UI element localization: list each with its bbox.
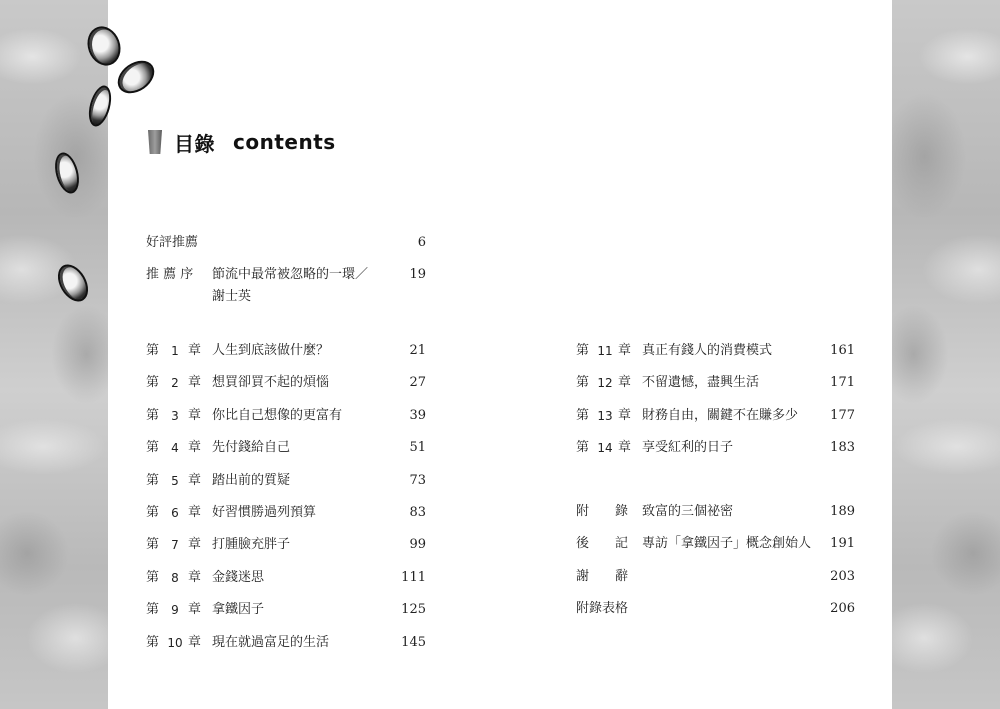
chapter-page: 99 (409, 537, 426, 553)
toc-heading (148, 127, 336, 157)
chapter-suffix: 章 (188, 505, 202, 520)
chapter-prefix: 第 (146, 602, 160, 618)
entry-page: 19 (409, 267, 426, 282)
entry-label: 後 記 (576, 536, 629, 552)
chapter-title: 財務自由，關鍵不在賺多少 (642, 407, 799, 423)
chapter-title: 踏出前的質疑 (212, 472, 291, 488)
chapter-suffix: 章 (188, 440, 202, 456)
chapter-prefix: 第 (146, 634, 160, 650)
chapter-number: 8 (171, 570, 179, 585)
chapter-title: 先付錢給自己 (212, 440, 291, 456)
chapter-number: 1 (171, 344, 179, 358)
coin-icon (112, 54, 161, 100)
chapter-suffix: 章 (618, 375, 632, 391)
chapter-number: 3 (171, 408, 179, 423)
chapter-page: 177 (830, 407, 855, 423)
chapter-page: 83 (409, 505, 426, 520)
chapter-page: 145 (401, 634, 426, 650)
chapter-prefix: 第 (146, 537, 160, 553)
heading-zh: 目錄 (174, 131, 215, 156)
entry-title: 節流中最常被忽略的一環／ (212, 267, 369, 282)
chapter-prefix: 第 (146, 505, 160, 520)
chapter-title: 想買卻買不起的煩惱 (212, 375, 330, 391)
heading-en: contents (233, 130, 336, 154)
chapter-title: 好習慣勝過列預算 (212, 505, 317, 520)
chapter-page: 161 (830, 343, 855, 358)
entry-page: 206 (830, 601, 855, 617)
chapter-number: 6 (171, 506, 179, 520)
chapter-title: 你比自己想像的更富有 (212, 407, 343, 423)
chapter-prefix: 第 (146, 375, 160, 391)
chapter-page: 183 (830, 440, 855, 456)
cup-icon (148, 130, 162, 154)
entry-page: 6 (417, 235, 426, 250)
right-marble-margin (892, 0, 1000, 709)
chapter-suffix: 章 (618, 440, 632, 456)
chapter-page: 111 (401, 569, 426, 585)
entry-label: 附 錄 (576, 504, 629, 519)
chapter-number: 5 (171, 473, 179, 488)
chapter-prefix: 第 (576, 440, 590, 456)
chapter-prefix: 第 (576, 343, 590, 358)
chapter-title: 不留遺憾，盡興生活 (642, 375, 760, 391)
entry-page: 203 (830, 568, 855, 584)
chapter-title: 真正有錢人的消費模式 (642, 343, 773, 358)
chapter-suffix: 章 (188, 569, 202, 585)
chapter-title: 人生到底該做什麼？ (212, 343, 330, 358)
chapter-title: 拿鐵因子 (212, 602, 265, 618)
chapter-page: 27 (409, 375, 426, 391)
chapter-prefix: 第 (146, 472, 160, 488)
entry-label: 謝 辭 (576, 568, 629, 584)
chapter-prefix: 第 (146, 569, 160, 585)
chapter-title: 現在就過富足的生活 (212, 634, 330, 650)
chapter-prefix: 第 (146, 407, 160, 423)
chapter-suffix: 章 (188, 602, 202, 618)
chapter-suffix: 章 (188, 375, 202, 391)
entry-page: 191 (830, 536, 855, 552)
chapter-number: 7 (171, 538, 179, 553)
chapter-page: 171 (830, 375, 855, 391)
chapter-number: 9 (171, 603, 179, 618)
entry-title-line2: 謝士英 (212, 289, 252, 304)
chapter-prefix: 第 (146, 440, 160, 456)
chapter-number: 12 (597, 376, 613, 391)
chapter-title: 享受紅利的日子 (642, 440, 734, 456)
chapter-suffix: 章 (188, 407, 202, 423)
entry-label: 好評推薦 (146, 235, 199, 250)
chapter-prefix: 第 (576, 407, 590, 423)
chapter-number: 14 (597, 441, 613, 456)
chapter-number: 13 (597, 408, 613, 423)
entry-title: 專訪「拿鐵因子」概念創始人 (642, 536, 812, 552)
entry-page: 189 (830, 504, 855, 519)
chapter-title: 打腫臉充胖子 (212, 537, 291, 553)
chapter-number: 2 (171, 376, 179, 391)
entry-title: 致富的三個祕密 (642, 504, 734, 519)
chapter-suffix: 章 (618, 343, 632, 358)
chapter-page: 51 (409, 440, 426, 456)
chapter-prefix: 第 (146, 343, 160, 358)
chapter-prefix: 第 (576, 375, 590, 391)
chapter-suffix: 章 (188, 472, 202, 488)
chapter-page: 73 (409, 472, 426, 488)
entry-label: 推 薦 序 (146, 267, 194, 282)
chapter-page: 39 (409, 407, 426, 423)
chapter-number: 4 (171, 441, 179, 456)
chapter-suffix: 章 (618, 407, 632, 423)
entry-label: 附錄表格 (576, 601, 629, 617)
chapter-number: 11 (597, 344, 613, 358)
chapter-title: 金錢迷思 (212, 569, 265, 585)
chapter-suffix: 章 (188, 343, 202, 358)
chapter-suffix: 章 (188, 634, 202, 650)
chapter-page: 21 (409, 343, 426, 358)
chapter-page: 125 (401, 602, 426, 618)
chapter-suffix: 章 (188, 537, 202, 553)
chapter-number: 10 (167, 635, 183, 650)
